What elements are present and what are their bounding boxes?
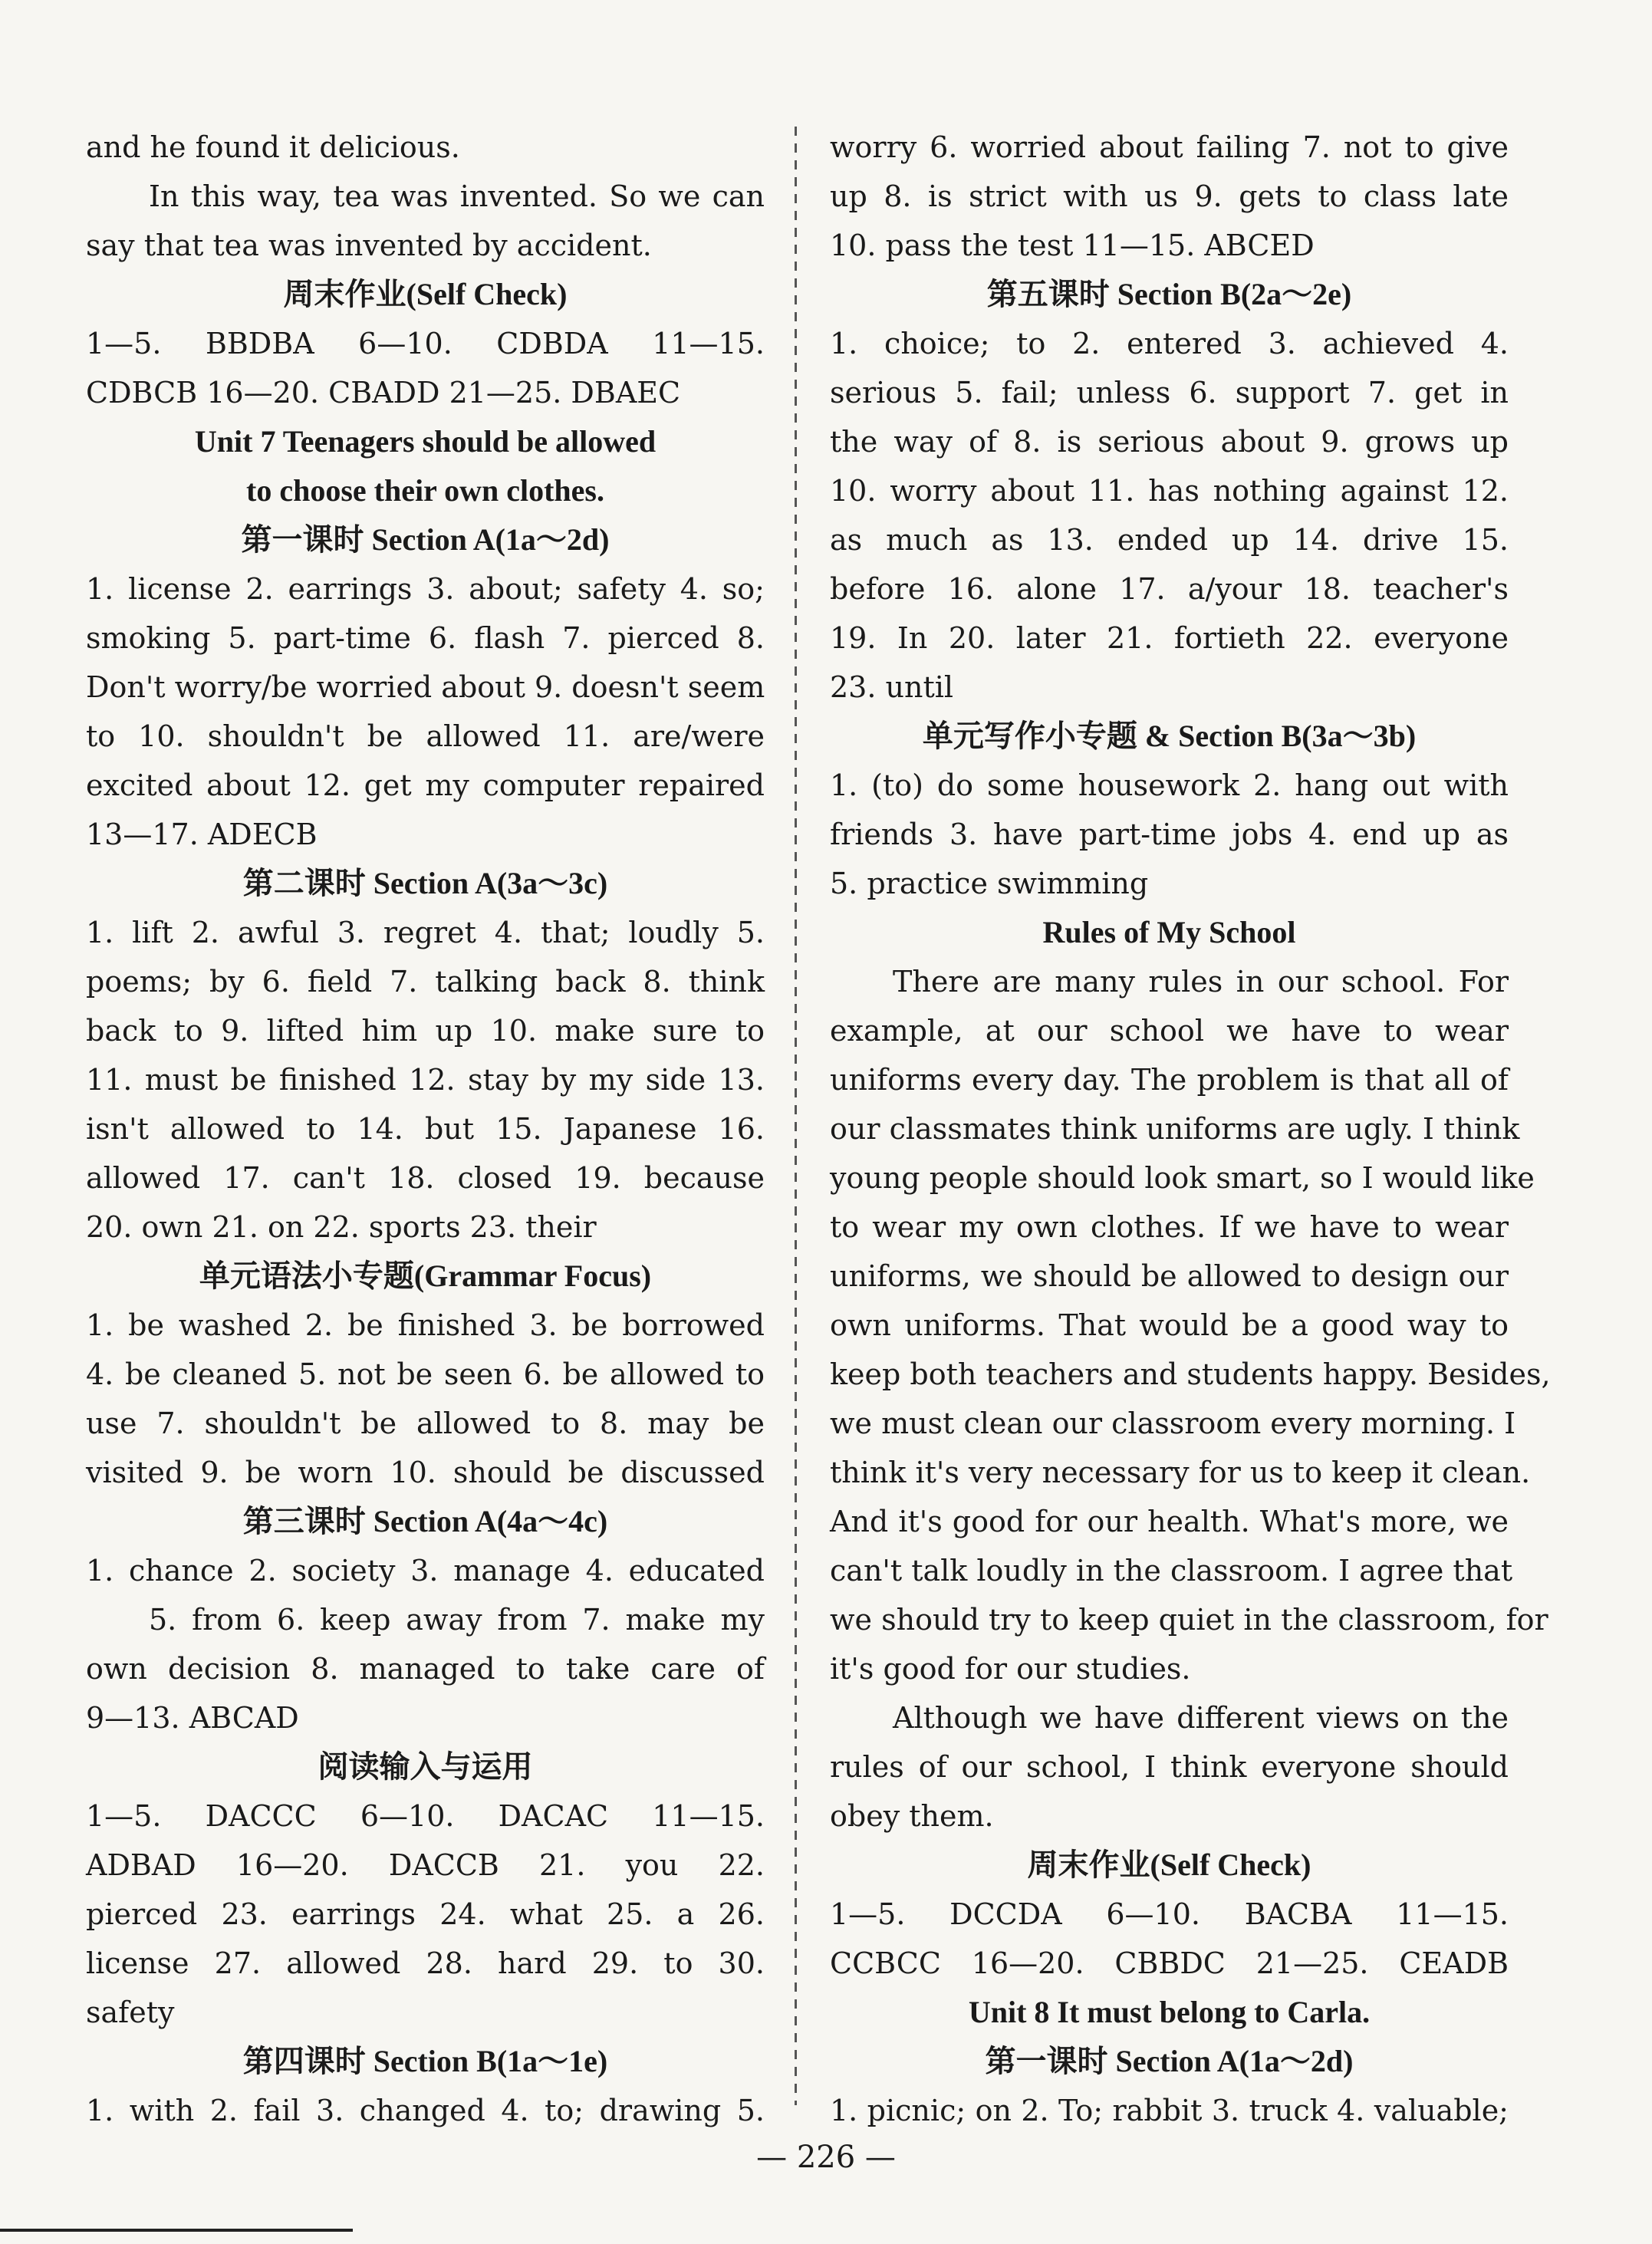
text-line: CCBCC 16—20. CBBDC 21—25. CEADB <box>830 1946 1509 1980</box>
text-line: keep both teachers and students happy. Besides, <box>830 1357 1551 1391</box>
text-line: worry 6. worried about failing 7. not to give <box>830 130 1509 164</box>
text-line: 1. choice; to 2. entered 3. achieved 4. <box>830 327 1509 360</box>
text-line: ADBAD 16—20. DACCB 21. you 22. <box>86 1848 765 1882</box>
text-line: 5. practice swimming <box>830 867 1149 900</box>
page-number: — 226 — <box>756 2140 896 2175</box>
text-line: own decision 8. managed to take care of <box>86 1652 765 1686</box>
text-line: Don't worry/be worried about 9. doesn't seem <box>86 670 765 704</box>
section-heading: 第二课时 Section A(3a～3c) <box>242 866 608 900</box>
text-line: 20. own 21. on 22. sports 23. their <box>86 1210 597 1244</box>
text-line: visited 9. be worn 10. should be discussed <box>86 1456 765 1489</box>
text-line: 19. In 20. later 21. fortieth 22. everyone <box>830 621 1509 655</box>
text-line: 11. must be finished 12. stay by my side 13. <box>86 1063 765 1097</box>
text-line: safety <box>86 1996 175 2029</box>
bottom-rule <box>0 2229 353 2232</box>
section-heading: Rules of My School <box>1042 915 1296 949</box>
section-heading: to choose their own clothes. <box>246 473 604 508</box>
text-line: In this way, tea was invented. So we can <box>149 179 765 213</box>
text-line: 1. lift 2. awful 3. regret 4. that; loudly 5. <box>86 916 765 949</box>
text-line: to wear my own clothes. If we have to wear <box>830 1210 1509 1244</box>
text-line: 1—5. DACCC 6—10. DACAC 11—15. <box>86 1799 765 1833</box>
text-line: say that tea was invented by accident. <box>86 229 652 262</box>
text-line: 10. worry about 11. has nothing against 12. <box>830 474 1509 508</box>
text-line: up 8. is strict with us 9. gets to class late <box>830 179 1509 213</box>
text-line: 1. (to) do some housework 2. hang out with <box>830 768 1509 802</box>
text-line: obey them. <box>830 1799 994 1833</box>
text-line: we must clean our classroom every morning. I <box>830 1407 1516 1440</box>
text-line: 1. with 2. fail 3. changed 4. to; drawing 5. <box>86 2094 765 2127</box>
column-divider <box>795 127 797 2105</box>
text-line: the way of 8. is serious about 9. grows up <box>830 425 1509 459</box>
text-line: 1. chance 2. society 3. manage 4. educated <box>86 1554 765 1588</box>
text-line: own uniforms. That would be a good way to <box>830 1308 1509 1342</box>
text-line: uniforms every day. The problem is that all of <box>830 1063 1509 1097</box>
text-line: serious 5. fail; unless 6. support 7. get in <box>830 376 1509 410</box>
text-line: 10. pass the test 11—15. ABCED <box>830 229 1315 262</box>
text-line: we should try to keep quiet in the classroom, for <box>830 1603 1548 1637</box>
section-heading: 周末作业(Self Check) <box>283 277 568 311</box>
text-line: pierced 23. earrings 24. what 25. a 26. <box>86 1897 765 1931</box>
text-line: think it's very necessary for us to keep it clean. <box>830 1456 1531 1489</box>
text-line: license 27. allowed 28. hard 29. to 30. <box>86 1946 765 1980</box>
text-line: 1—5. BBDBA 6—10. CDBDA 11—15. <box>86 327 765 360</box>
text-line: example, at our school we have to wear <box>830 1014 1509 1048</box>
text-line: 1—5. DCCDA 6—10. BACBA 11—15. <box>830 1897 1509 1931</box>
text-line: uniforms, we should be allowed to design our <box>830 1259 1509 1293</box>
section-heading: 第一课时 Section A(1a～2d) <box>985 2044 1354 2078</box>
text-line: 1. license 2. earrings 3. about; safety 4. so; <box>86 572 765 606</box>
text-line: 23. until <box>830 670 954 704</box>
text-line: and he found it delicious. <box>86 130 460 164</box>
text-line: 5. from 6. keep away from 7. make my <box>149 1603 765 1637</box>
section-heading: 第三课时 Section A(4a～4c) <box>242 1504 608 1538</box>
text-line: There are many rules in our school. For <box>893 965 1509 999</box>
text-line: isn't allowed to 14. but 15. Japanese 16. <box>86 1112 765 1146</box>
text-line: And it's good for our health. What's more, we <box>830 1505 1509 1538</box>
text-line: back to 9. lifted him up 10. make sure to <box>86 1014 765 1048</box>
text-line: poems; by 6. field 7. talking back 8. think <box>86 965 765 999</box>
section-heading: 第五课时 Section B(2a～2e) <box>986 277 1352 311</box>
text-line: it's good for our studies. <box>830 1652 1191 1686</box>
section-heading: 单元语法小专题(Grammar Focus) <box>199 1259 652 1293</box>
text-line: 4. be cleaned 5. not be seen 6. be allowed to <box>86 1357 765 1391</box>
text-line: 9—13. ABCAD <box>86 1701 299 1735</box>
text-line: friends 3. have part-time jobs 4. end up as <box>830 818 1509 851</box>
text-line: young people should look smart, so I would like <box>830 1161 1535 1195</box>
right-column <box>830 123 1551 2135</box>
text-line: 13—17. ADECB <box>86 818 318 851</box>
section-heading: Unit 8 It must belong to Carla. <box>968 1995 1371 2029</box>
text-line: allowed 17. can't 18. closed 19. because <box>86 1161 765 1195</box>
text-line: before 16. alone 17. a/your 18. teacher's <box>830 572 1509 606</box>
section-heading: 阅读输入与运用 <box>318 1749 533 1784</box>
text-line: CDBCB 16—20. CBADD 21—25. DBAEC <box>86 376 681 410</box>
section-heading: 周末作业(Self Check) <box>1027 1848 1311 1882</box>
section-heading: Unit 7 Teenagers should be allowed <box>194 424 657 459</box>
text-line: Although we have different views on the <box>893 1701 1509 1735</box>
text-line: as much as 13. ended up 14. drive 15. <box>830 523 1509 557</box>
text-line: 1. picnic; on 2. To; rabbit 3. truck 4. valuable; <box>830 2094 1509 2127</box>
text-line: our classmates think uniforms are ugly. I think <box>830 1112 1520 1146</box>
text-line: use 7. shouldn't be allowed to 8. may be <box>86 1407 765 1440</box>
section-heading: 第四课时 Section B(1a～1e) <box>242 2044 608 2078</box>
section-heading: 单元写作小专题 & Section B(3a～3b) <box>922 719 1417 753</box>
text-line: rules of our school, I think everyone should <box>830 1750 1509 1784</box>
section-heading: 第一课时 Section A(1a～2d) <box>241 522 610 557</box>
text-line: 1. be washed 2. be finished 3. be borrowed <box>86 1308 765 1342</box>
left-column <box>86 123 765 2135</box>
text-line: smoking 5. part-time 6. flash 7. pierced 8. <box>86 621 765 655</box>
text-line: can't talk loudly in the classroom. I agree that <box>830 1554 1513 1588</box>
text-line: excited about 12. get my computer repaired <box>86 768 765 802</box>
text-line: to 10. shouldn't be allowed 11. are/were <box>86 719 765 753</box>
